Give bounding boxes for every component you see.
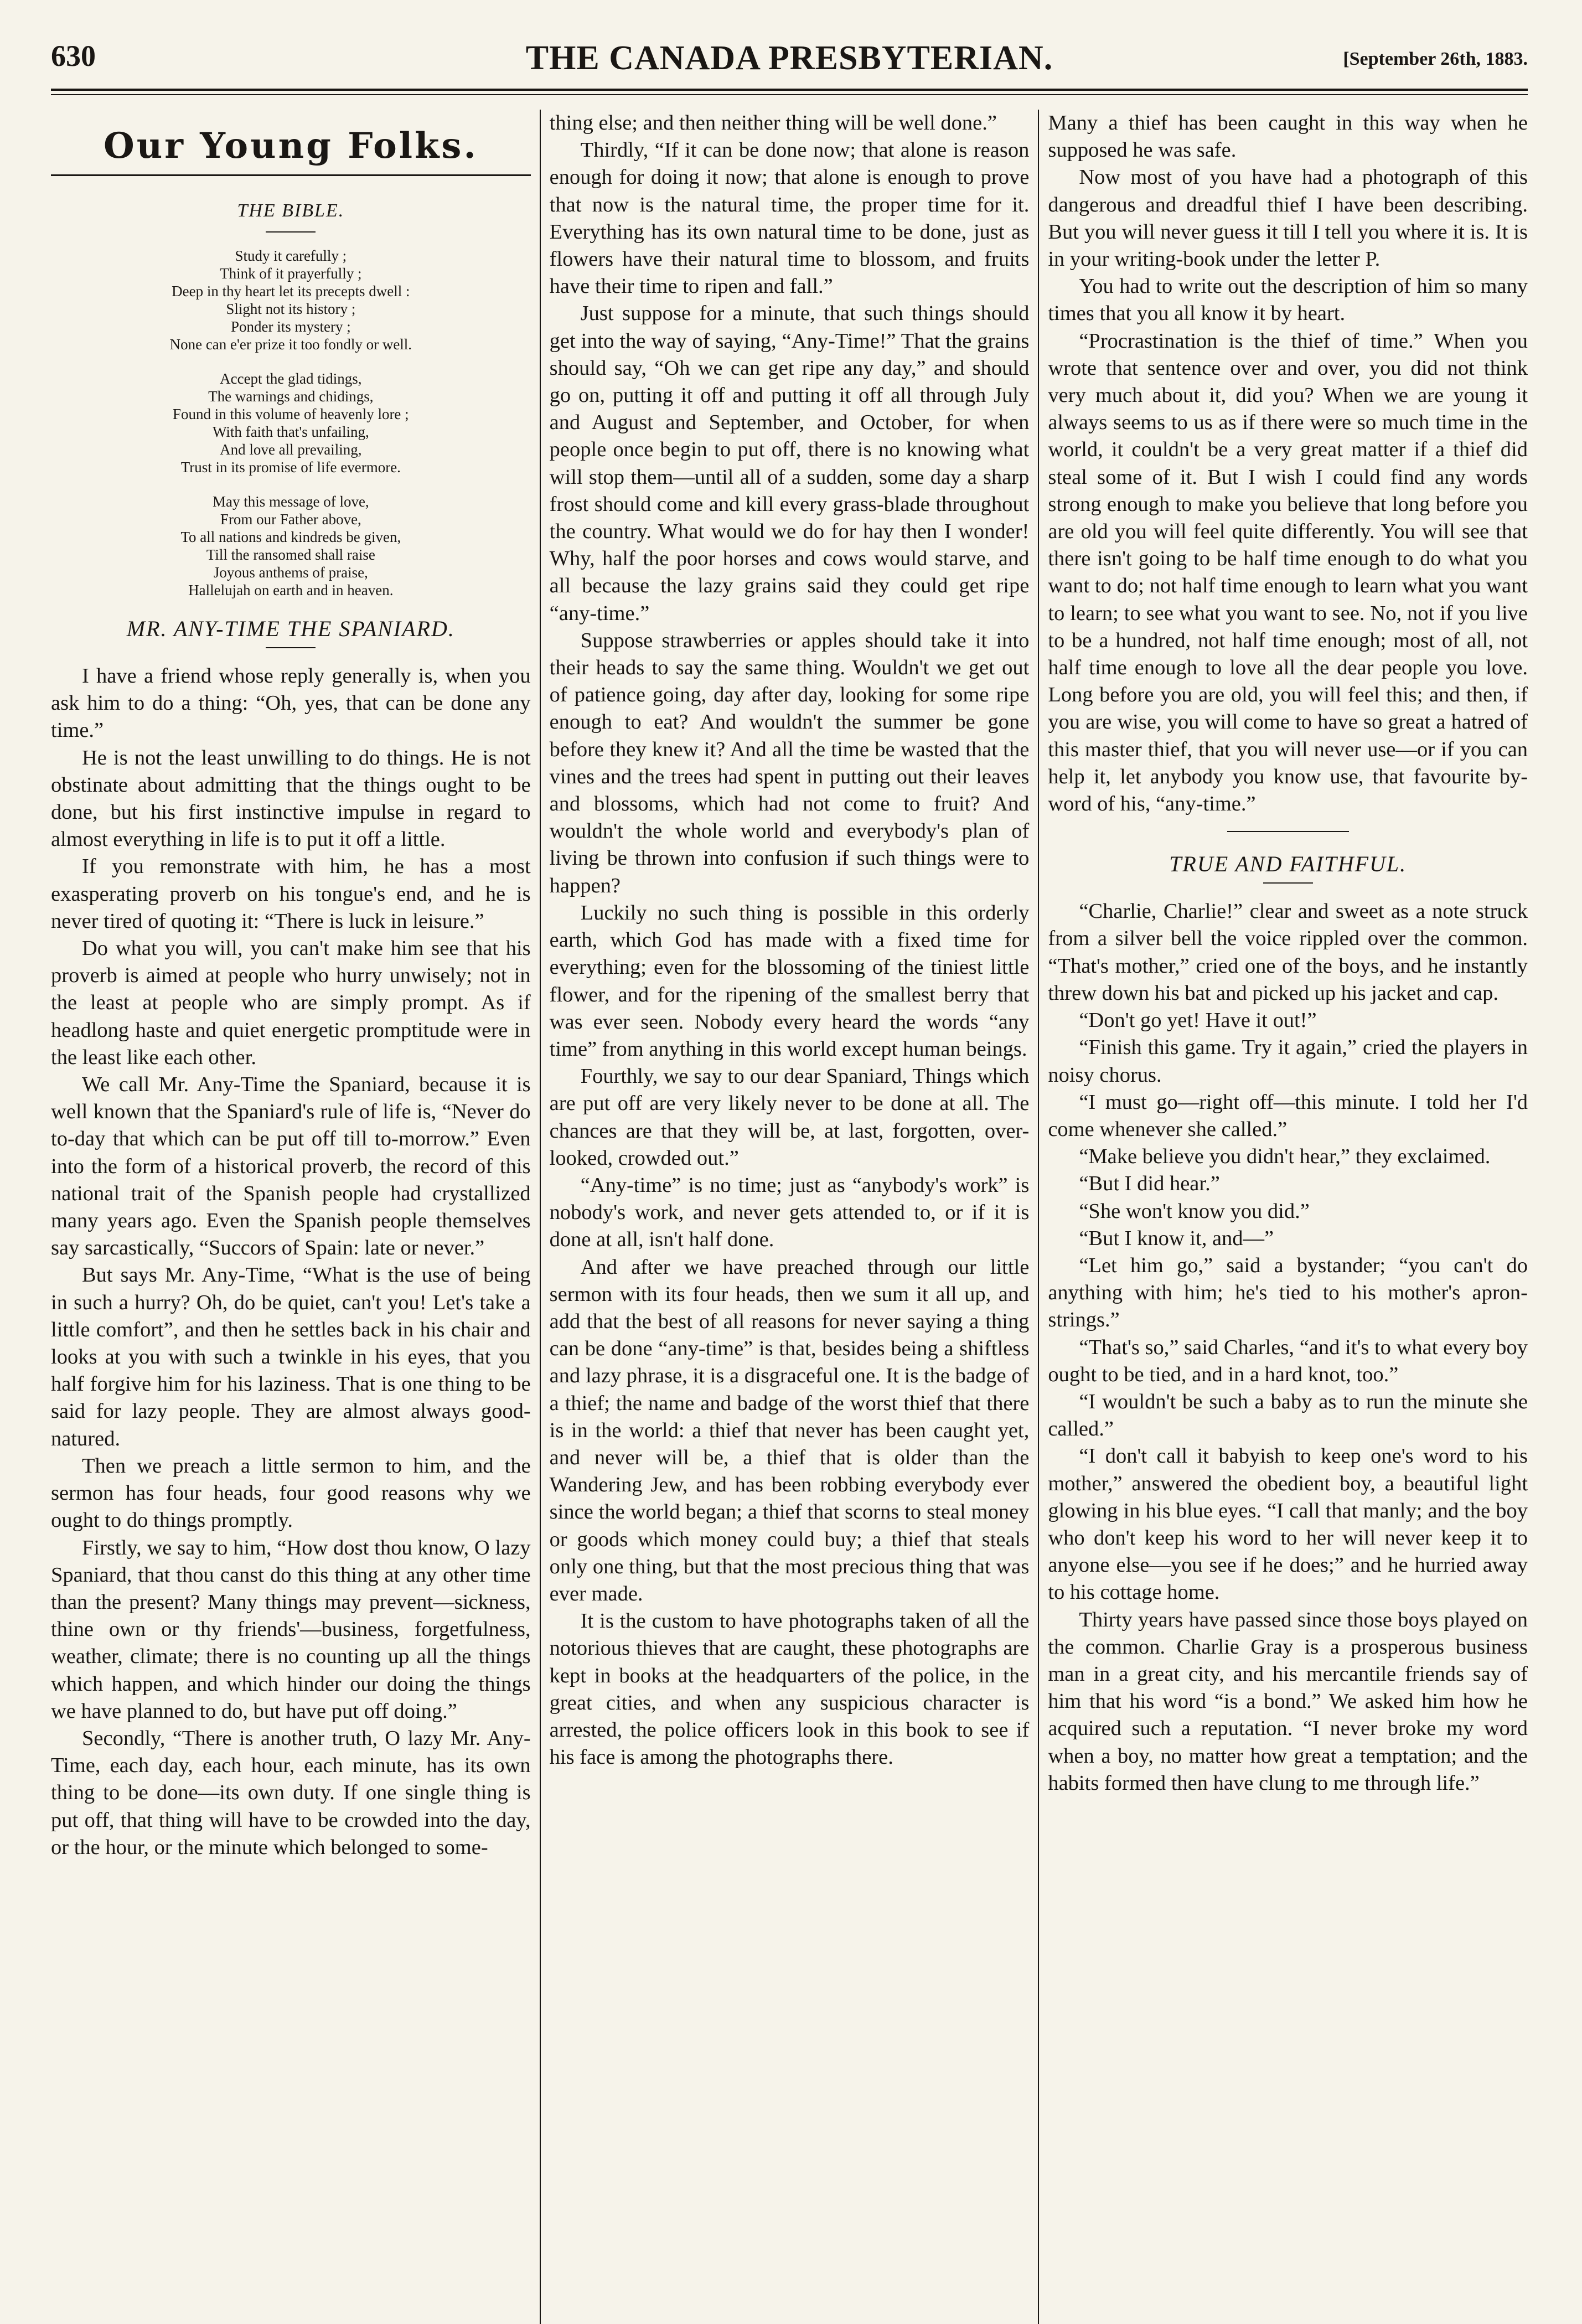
article-title: MR. ANY-TIME THE SPANIARD. [126, 616, 455, 641]
article-paragraph: “Any-time” is no time; just as “anybody's work” is nobody's work, and never gets attended to, or if it is done at all, isn't half done. [549, 1173, 1030, 1252]
article-paragraph: Do what you will, you can't make him see that his proverb is aimed at people who hurry unwisely; not in the least at people who are simply prompt. As if headlong haste and quiet energetic promptitude were in the least like each other. [51, 937, 531, 1069]
article-paragraph: “But I know it, and—” [1079, 1226, 1274, 1250]
article-paragraph: “I don't call it babyish to keep one's word to his mother,” answered the obedient boy, a beautiful light glowing in his blue eyes. “I call that manly; and the boy who don't keep his word to her will never keep it to anyone else—you see if he does;” and he hurried away to his cottage home. [1048, 1444, 1528, 1604]
poem-line: May this message of love, [212, 493, 369, 510]
article-paragraph: And after we have preached through our little sermon with its four heads, then we sum it all up, and add that the best of all reasons for never saying a thing can be done “any-time” is that, besides being a shiftless and lazy phrase, it is a disgraceful one. It is the badge of a thief; the name and badge of the worst thief that there is in the world: a thief that never has been caught yet, and never will be, a thief that is older than the Wandering Jew, and has been robbing everybody ever since the world began; a thief that scorns to steal money or goods which money could buy; a thief that steals only one thing, but that the most precious thing that was ever made. [549, 1255, 1030, 1605]
poem-title-rule [266, 231, 316, 233]
article-paragraph: Now most of you have had a photograph of this dangerous and dreadful thief I have been describing. But you will never guess it till I tell you where it is. It is in your writing-book under the letter P. [1048, 166, 1528, 271]
article-title: TRUE AND FAITHFUL. [1169, 851, 1407, 877]
article-title-rule [1263, 882, 1313, 884]
article-paragraph: “Make believe you didn't hear,” they exclaimed. [1079, 1145, 1491, 1169]
poem [51, 247, 531, 599]
poem-line: And love all prevailing, [220, 441, 362, 458]
column-2 [550, 110, 1030, 1861]
poem-line: With faith that's unfailing, [212, 424, 369, 440]
poem-line: None can e'er prize it too fondly or well. [169, 336, 412, 353]
poem-line: To all nations and kindreds be given, [180, 529, 401, 545]
columns [51, 110, 1528, 1861]
poem-line: Deep in thy heart let its precepts dwell : [172, 283, 410, 299]
article-paragraph: “She won't know you did.” [1079, 1199, 1310, 1223]
column-1 [51, 110, 531, 1861]
poem-line: Hallelujah on earth and in heaven. [188, 582, 394, 598]
masthead-rule [51, 89, 1528, 95]
poem-line: Trust in its promise of life evermore. [180, 459, 401, 476]
article-paragraph: Fourthly, we say to our dear Spaniard, Things which are put off are very likely never to be done at all. The chances are that they will be, at last, forgotten, over-looked, crowded out.” [549, 1065, 1030, 1170]
article-title-rule [266, 647, 316, 648]
page-number: 630 [51, 39, 96, 73]
poem-line: Joyous anthems of praise, [213, 564, 368, 581]
article-paragraph: “Don't go yet! Have it out!” [1079, 1009, 1317, 1032]
poem-line: Found in this volume of heavenly lore ; [172, 406, 409, 422]
article-paragraph: If you remonstrate with him, he has a most exasperating proverb on his tongue's end, and he is never tired of quoting it: “There is luck in leisure.” [51, 855, 531, 933]
article-paragraph: Suppose strawberries or apples should take it into their heads to say the same thing. Wouldn't we get out of patience going, day after day, looking for some ripe enough to eat? And wouldn't the summer be gone before they knew it? And all the time be wasted that the vines and the trees had spent in putting out their leaves and blossoms, which had not come to fruit? And wouldn't the whole world and everybody's plan of living be thrown into confusion if such things were to happen? [549, 628, 1030, 897]
article-paragraph: We call Mr. Any-Time the Spaniard, because it is well known that the Spaniard's rule of life is, “Never do to-day that which can be put off till to-morrow.” Even into the form of a historical proverb, the record of this national trait of the Spanish people had crystallized many years ago. Even the Spanish people themselves say sarcastically, “Succors of Spain: late or never.” [51, 1073, 531, 1260]
poem-line: Study it carefully ; [235, 247, 347, 264]
article-paragraph: Then we preach a little sermon to him, and the sermon has four heads, four good reasons why we ought to do things promptly. [51, 1454, 531, 1532]
newspaper-title: THE CANADA PRESBYTERIAN. [525, 39, 1053, 77]
poem-title: THE BIBLE. [237, 200, 345, 221]
poem-line: Slight not its history ; [226, 301, 356, 317]
article-paragraph: “I wouldn't be such a baby as to run the minute she called.” [1048, 1390, 1528, 1441]
poem-line: Ponder its mystery ; [230, 318, 351, 335]
article-paragraph: Thirty years have passed since those boys played on the common. Charlie Gray is a prosperous business man in a great city, and his mercantile friends say of him that his word “is a bond.” We asked him how he acquired such a reputation. “I never broke my word when a boy, no matter how great a temptation; and the habits formed then have clung to me through life.” [1048, 1608, 1528, 1795]
article-paragraph: You had to write out the description of him so many times that you all know it by heart. [1048, 275, 1528, 326]
poem-line: Think of it prayerfully ; [220, 265, 362, 282]
article-paragraph: Thirdly, “If it can be done now; that alone is reason enough for doing it now; that alone is enough to prove that now is the natural time, the proper time for it. Everything has its own natural time to be done, just as flowers have their natural time to blossom, and fruits have their time to ripen and fall.” [549, 138, 1030, 298]
poem-stanza-3 [51, 493, 531, 599]
poem-line: Till the ransomed shall raise [206, 546, 375, 563]
section-divider [1227, 831, 1349, 832]
article-paragraph: But says Mr. Any-Time, “What is the use of being in such a hurry? Oh, do be quiet, can't you! Let's take a little comfort”, and then he settles back in his chair and looks at you with such a twinkle in his eyes, that you half forgive him for his laziness. That is one thing to be said for lazy people. They are almost always good-natured. [51, 1263, 531, 1450]
department-heading: Our Young Folks. [51, 110, 531, 176]
poem-stanza-2 [51, 370, 531, 476]
article-paragraph: He is not the least unwilling to do things. He is not obstinate about admitting that the things ought to be done, but his first instinctive impulse in regard to almost everything in life is to put it off a little. [51, 746, 531, 851]
article-paragraph: Many a thief has been caught in this way when he supposed he was safe. [1048, 111, 1528, 162]
column-3 [1048, 110, 1528, 1861]
masthead [51, 39, 1528, 78]
article-paragraph: Secondly, “There is another truth, O lazy Mr. Any-Time, each day, each hour, each minute, has its own thing to be done—its own duty. If one single thing is put off, that thing will have to be crowded into the day, or the hour, or the minute which belonged to some- [51, 1726, 531, 1859]
article-paragraph: Firstly, we say to him, “How dost thou know, O lazy Spaniard, that thou canst do this thing at any other time than the present? Many things may prevent—sickness, thine own or thy friends'—business, forgetfulness, weather, climate; there is no counting up all the things which happen, and which hinder our doing the things we have planned to do, but have put off doing.” [51, 1536, 531, 1723]
article-paragraph: “But I did hear.” [1079, 1172, 1220, 1196]
issue-date: [September 26th, 1883. [1343, 49, 1528, 69]
article-paragraph: “Finish this game. Try it again,” cried the players in noisy chorus. [1048, 1036, 1528, 1087]
article-paragraph: “That's so,” said Charles, “and it's to what every boy ought to be tied, and in a hard knot, too.” [1048, 1335, 1528, 1386]
poem-line: Accept the glad tidings, [220, 370, 362, 387]
article-paragraph: “Procrastination is the thief of time.” When you wrote that sentence over and over, you did not think very much about it, did you? When we are young it always seems to us as if there were so much time in the world, it couldn't be a very great matter if a thief did steal some of it. But I wish I could find any words strong enough to make you believe that long before you are old you will feel quite differently. You will see that there isn't going to be half time enough to do what you want to do; not half time enough to learn what you want to learn; to see what you want to see. No, not if you live to be a hundred, not half time enough; most of all, not half time enough to love all the dear people you love. Long before you are old, you will feel this; and then, if you are wise, you will come to have so great a hatred of this master thief, that you will never use—or if you can help it, let anybody you know use, that favourite by-word of his, “any-time.” [1048, 329, 1528, 816]
article-paragraph: I have a friend whose reply generally is, when you ask him to do a thing: “Oh, yes, that can be done any time.” [51, 664, 531, 742]
article-paragraph: thing else; and then neither thing will be well done.” [549, 111, 997, 135]
article-paragraph: “Let him go,” said a bystander; “you can't do anything with him; he's tied to his mother's apron-strings.” [1048, 1253, 1528, 1332]
article-paragraph: “Charlie, Charlie!” clear and sweet as a note struck from a silver bell the voice rippled over the common. “That's mother,” cried one of the boys, and he instantly threw down his bat and picked up his jacket and cap. [1048, 900, 1528, 1005]
poem-stanza-1 [51, 247, 531, 353]
poem-line: From our Father above, [220, 511, 361, 528]
article-paragraph: “I must go—right off—this minute. I told her I'd come whenever she called.” [1048, 1090, 1528, 1141]
article-paragraph: Just suppose for a minute, that such things should get into the way of saying, “Any-Time!” That the grains should say, “Oh we can get ripe any day,” and should go on, putting it off and putting it off all through July and August and September, and October, for when people once begin to put off, there is no knowing what will stop them—until all of a sudden, some day a sharp frost should come and kill every grass-blade throughout the country. What would we do for hay then I wonder! Why, half the poor horses and cows would starve, and all because the lazy grains said they could get ripe “any-time.” [549, 302, 1030, 625]
article-paragraph: It is the custom to have photographs taken of all the notorious thieves that are caught, these photographs are kept in books at the headquarters of the police, in the great cities, and when any suspicious character is arrested, the police officers look in this book to see if his face is among the photographs there. [549, 1609, 1030, 1769]
poem-line: The warnings and chidings, [208, 388, 374, 405]
article-paragraph: Luckily no such thing is possible in this orderly earth, which God has made with a fixed time for everything; even for the blossoming of the tiniest little flower, and for the ripening of the smallest berry that was ever seen. Nobody every heard the words “any time” from anything in this world except human beings. [549, 901, 1030, 1061]
